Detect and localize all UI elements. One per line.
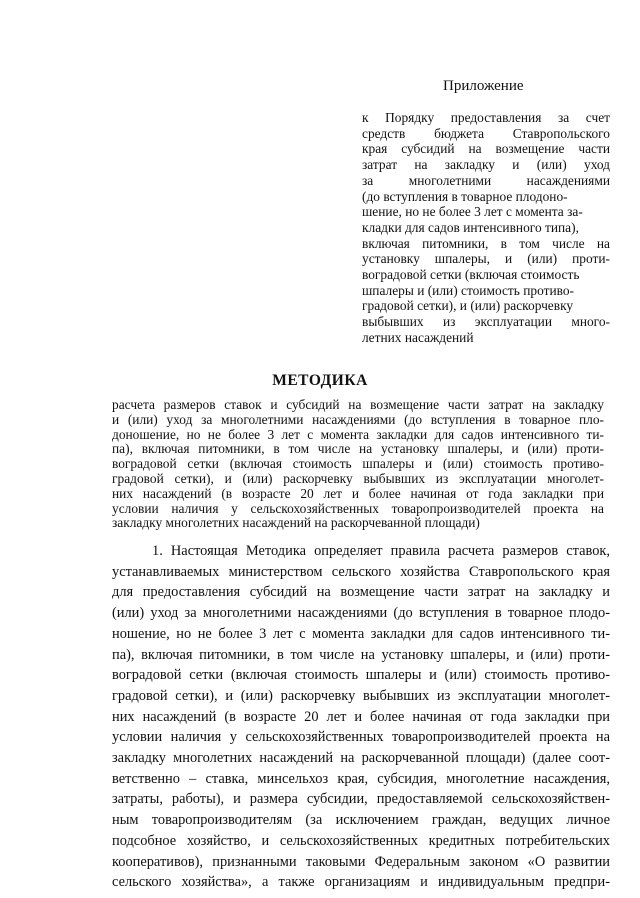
appendix-line: воградовой сетки (включая стоимость bbox=[362, 267, 580, 283]
paragraph-line: кооперативов), признанными таковыми Федеральным законом «О развитии bbox=[112, 853, 610, 870]
appendix-line: включая питомники, в том числе на bbox=[362, 235, 610, 251]
paragraph-line: (или) уход за многолетними насаждениями (до вступления в товарное плодо- bbox=[112, 605, 610, 622]
appendix-line: летних насаждений bbox=[362, 329, 474, 345]
appendix-line: (до вступления в товарное плодоно- bbox=[362, 188, 568, 204]
document-subtitle bbox=[112, 398, 604, 531]
appendix-line: средств бюджета Ставропольского bbox=[362, 125, 610, 141]
appendix-title: Приложение bbox=[443, 78, 524, 94]
subtitle-line: па), включая питомники, в том числе на установку шпалеры, и (или) проти- bbox=[112, 441, 604, 457]
paragraph-line: ветственно – ставка, минсельхоз края, субсидия, многолетние насаждения, bbox=[112, 770, 610, 787]
paragraph-line: градовой сетки), и (или) раскорчевку выбывших из эксплуатации многолет- bbox=[112, 687, 610, 704]
paragraph-line: ным товаропроизводителям (за исключением граждан, ведущих личное bbox=[112, 812, 610, 829]
appendix-line: выбывших из эксплуатации много- bbox=[362, 314, 610, 330]
subtitle-line: них насаждений (в возрасте 20 лет и более начиная от года закладки при bbox=[112, 485, 604, 501]
subtitle-line: доношение, но не более 3 лет с момента закладки для садов интенсивного ти- bbox=[112, 426, 604, 442]
paragraph-line: затраты, работы), и размера субсидии, предоставляемой сельскохозяйствен- bbox=[112, 791, 610, 808]
subtitle-line: расчета размеров ставок и субсидий на возмещение части затрат на закладку bbox=[112, 397, 604, 412]
paragraph-line: закладку многолетних насаждений на раскорчеванной площади) (далее соот- bbox=[112, 750, 610, 767]
paragraph-line: подсобное хозяйство, и сельскохозяйственных кредитных потребительских bbox=[112, 832, 610, 849]
appendix-line: установку шпалеры, и (или) проти- bbox=[362, 251, 610, 267]
subtitle-line: условии наличия у сельскохозяйственных товаропроизводителей проекта на bbox=[112, 500, 604, 516]
subtitle-line: закладку многолетних насаждений на раскорчеванной площади) bbox=[112, 515, 480, 531]
paragraph-line: устанавливаемых министерством сельского хозяйства Ставропольского края bbox=[112, 563, 610, 580]
appendix-line: кладки для садов интенсивного типа), bbox=[362, 219, 579, 235]
subtitle-line: градовой сетки), и (или) раскорчевку выбывших из эксплуатации многолет- bbox=[112, 470, 604, 486]
paragraph-line: ношение, но не более 3 лет с момента закладки для садов интенсивного ти- bbox=[112, 625, 610, 642]
paragraph-line: для предоставления субсидий на возмещение части затрат на закладку и bbox=[112, 584, 610, 601]
paragraph-line: воградовой сетки (включая стоимость шпалеры и (или) стоимость противо- bbox=[112, 667, 610, 684]
subtitle-line: и (или) уход за многолетними насаждениями (до вступления в товарное пло- bbox=[112, 411, 604, 427]
appendix-line: шпалеры и (или) стоимость противо- bbox=[362, 282, 575, 298]
paragraph-line: 1. Настоящая Методика определяет правила расчета размеров ставок, bbox=[152, 543, 610, 559]
appendix-line: шение, но не более 3 лет с момента за- bbox=[362, 204, 583, 220]
paragraph-line: них насаждений (в возрасте 20 лет и более начиная от года закладки при bbox=[112, 708, 610, 725]
appendix-line: за многолетними насаждениями bbox=[362, 172, 610, 188]
appendix-line: затрат на закладку и (или) уход bbox=[362, 157, 610, 173]
appendix-line: края субсидий на возмещение части bbox=[362, 141, 610, 157]
appendix-reference bbox=[362, 110, 610, 346]
paragraph-line: условии наличия у сельскохозяйственных товаропроизводителей проекта на bbox=[112, 729, 610, 746]
paragraph-line: па), включая питомники, в том числе на установку шпалеры, и (или) проти- bbox=[112, 646, 610, 663]
paragraph-line: сельского хозяйства», а также организациям и индивидуальным предпри- bbox=[112, 874, 610, 891]
appendix-line: градовой сетки), и (или) раскорчевку bbox=[362, 298, 574, 314]
paragraph-1 bbox=[112, 541, 610, 893]
document-heading: МЕТОДИКА bbox=[272, 372, 368, 389]
appendix-line: к Порядку предоставления за счет bbox=[362, 110, 610, 125]
subtitle-line: воградовой сетки (включая стоимость шпалеры и (или) стоимость противо- bbox=[112, 456, 604, 472]
